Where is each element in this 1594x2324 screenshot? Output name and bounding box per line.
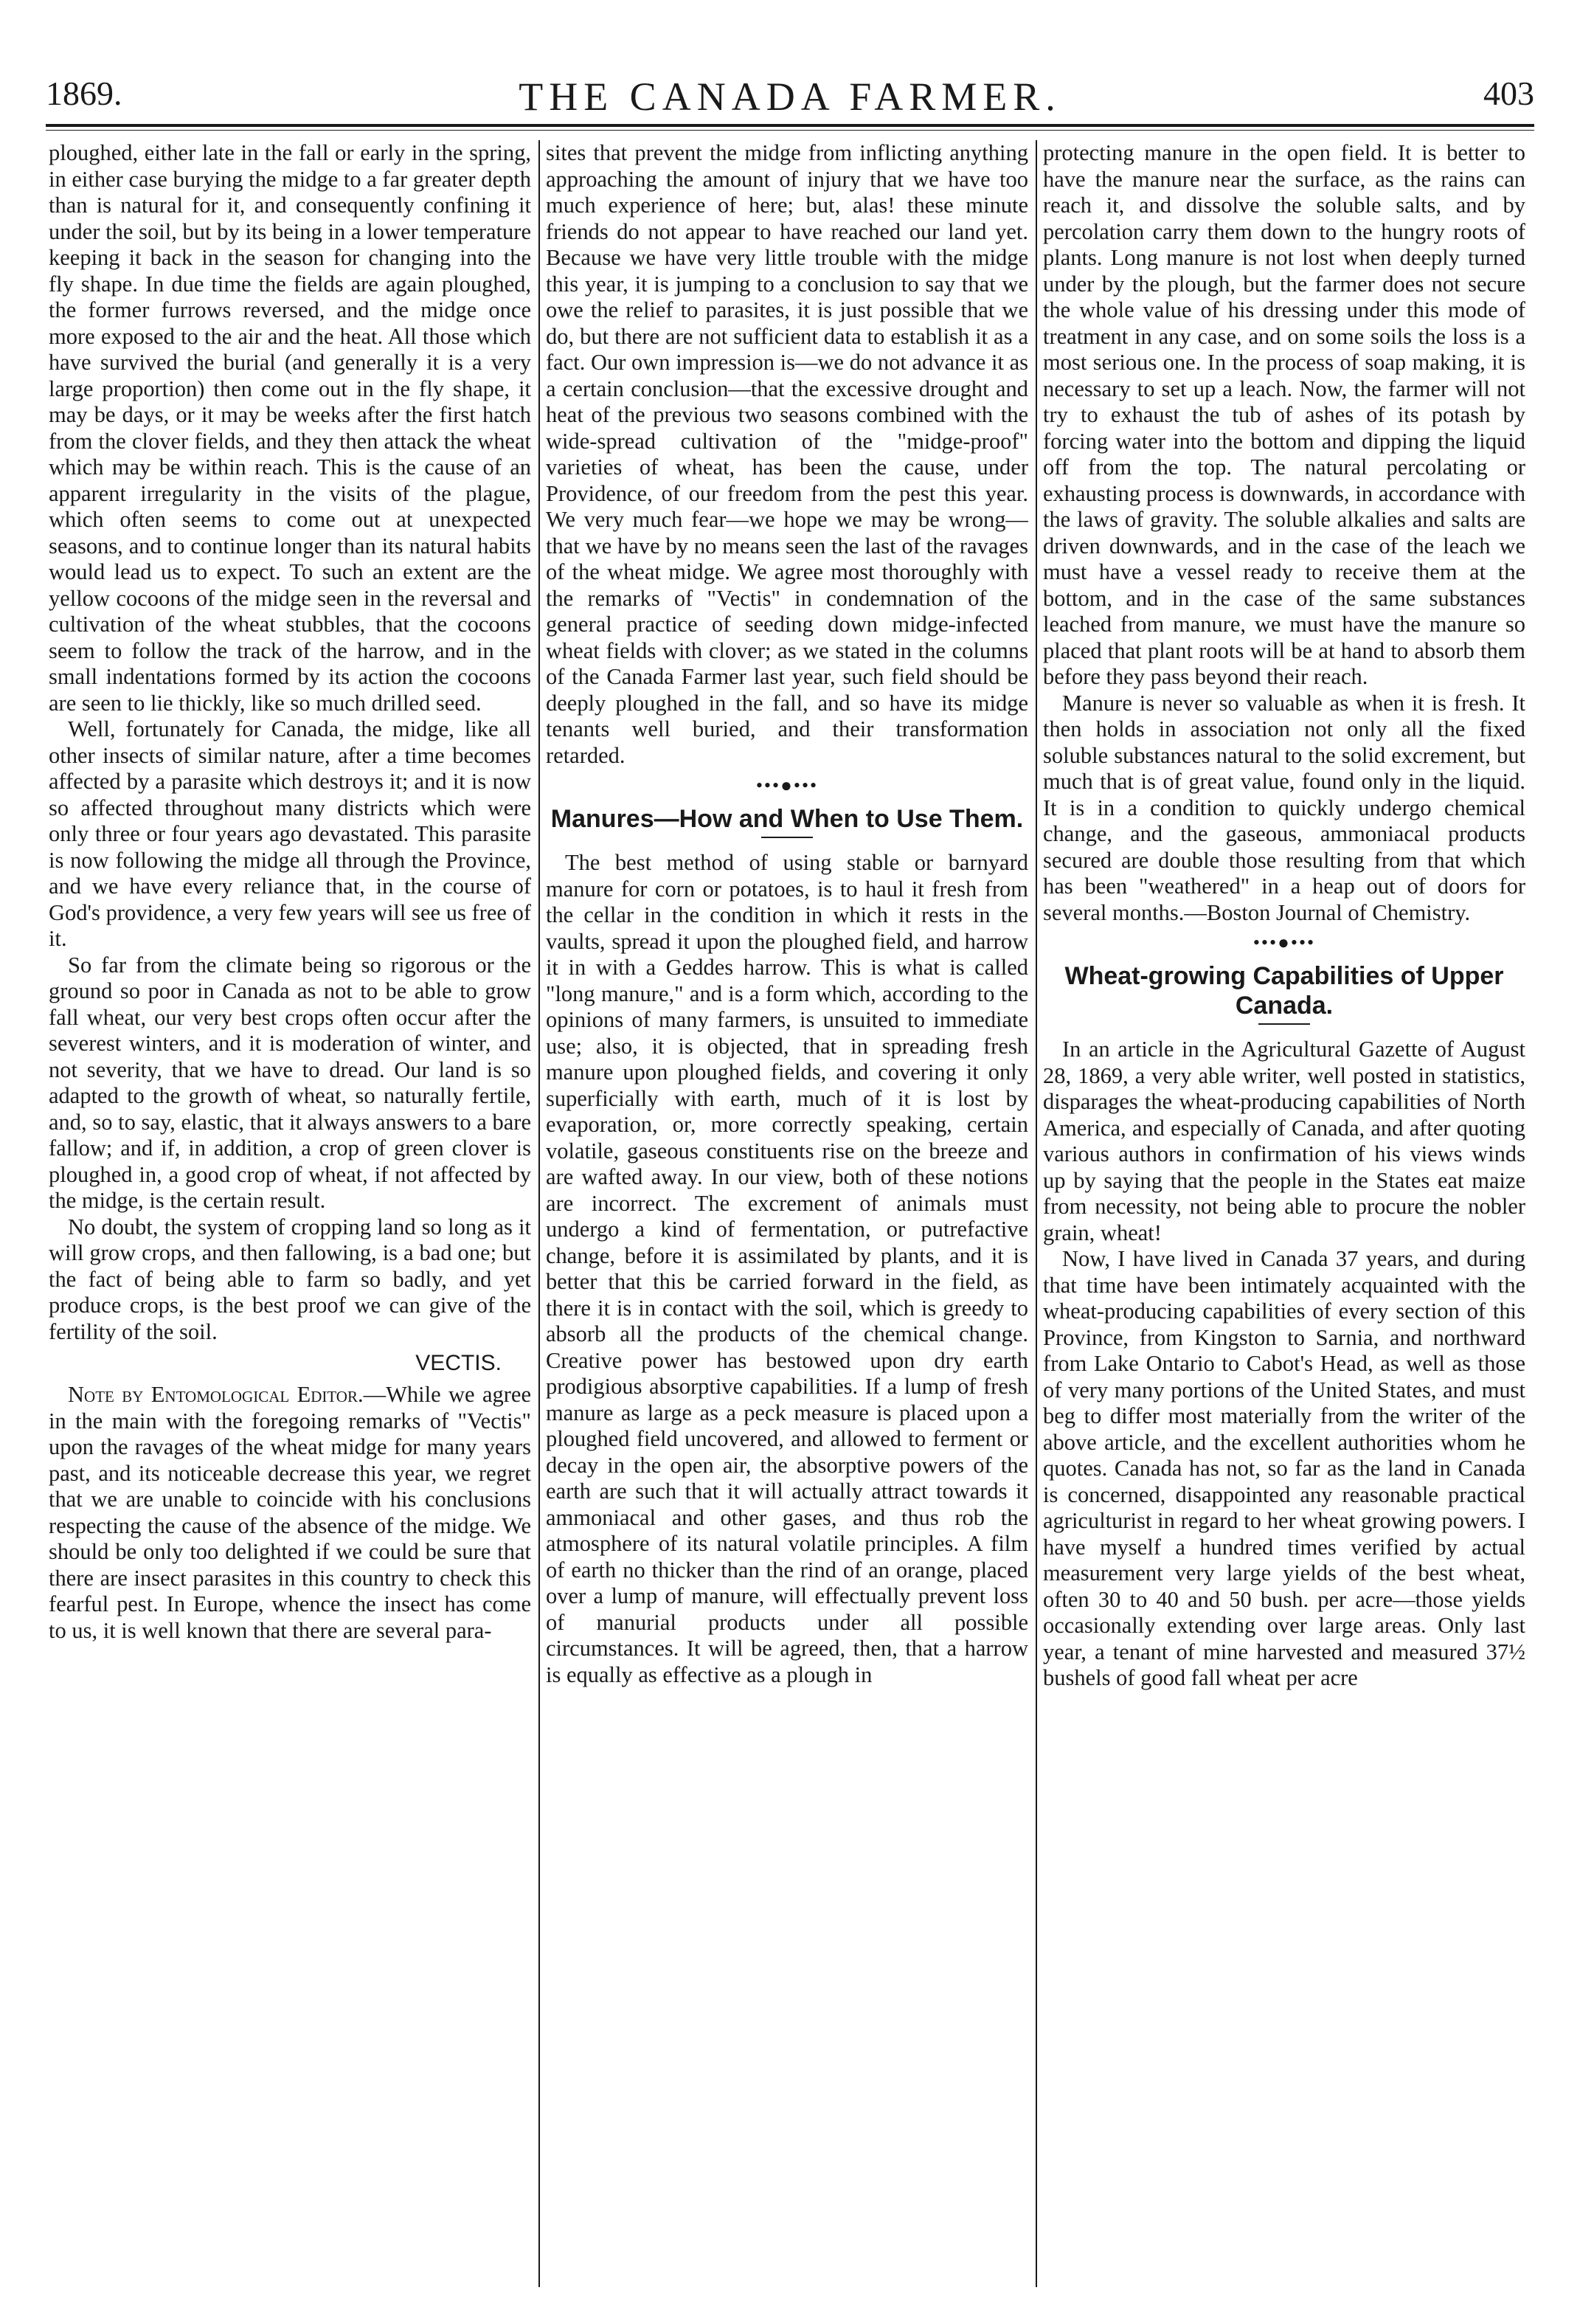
article-paragraph: ploughed, either late in the fall or early in the spring, in either case burying the midge to a far greater depth than is natural for it, and consequently confining it under the soil, but by its being in a lower temperature keeping it back in the season for changing into the fly shape. In due time the fields are again ploughed, the former furrows reversed, and the midge once more exposed to the air and the heat. All those which have survived the burial (and generally it is a very large proportion) then come out in the fly shape, it may be days, or it may be weeks after the first hatch from the clover fields, and they then attack the wheat which may be within reach. This is the cause of an apparent irregularity in the visits of the plague, which often seems to come out at unexpected seasons, and to continue longer than its natural habits would lead us to expect. To such an extent are the yellow cocoons of the midge seen in the reversal and cultivation of the wheat stubbles, that the cocoons seem to follow the track of the harrow, and in the small indentations formed by its action the cocoons are seen to lie thickly, like so much drilled seed. — [49, 140, 531, 716]
article-paragraph: Now, I have lived in Canada 37 years, and during that time have been intimately acquainted with the wheat-producing capabilities of every section of this Province, from Kingston to Sarnia, and northward from Lake Ontario to Cabot's Head, as well as those of very many portions of the United States, and must beg to differ most materially from the writer of the above article, and the excellent authorities whom he quotes. Canada has not, so far as the land in Canada is concerned, disappointed any reasonable practical agriculturist in regard to her wheat growing powers. I have myself a hundred times verified by actual measurement very large yields of the best wheat, often 30 to 40 and 50 bush. per acre—those yields occasionally extending over large areas. Only last year, a tenant of mine harvested and measured 37½ bushels of good fall wheat per acre — [1043, 1246, 1525, 1690]
column-3 — [1043, 140, 1525, 2280]
article-paragraph: protecting manure in the open field. It is better to have the manure near the surface, as the rains can reach it, and dissolve the soluble salts, and by percolation carry them down to the hungry roots of plants. Long manure is not lost when deeply turned under by the plough, but the farmer does not secure the whole value of his dressing under this mode of treatment in any case, and on some soils the loss is a most serious one. In the process of soap making, it is necessary to set up a leach. Now, the farmer will not try to exhaust the tub of ashes of its potash by forcing water into the bottom and dipping the liquid off from the top. The natural percolating or exhausting process is downwards, in accordance with the laws of gravity. The soluble alkalies and salts are driven downwards, and in the case of the leach we must have a vessel ready to receive them at the bottom, and in the case of the same substances leached from manure, we must have the manure so placed that plant roots will be at hand to absorb them before they pass beyond their reach. — [1043, 140, 1525, 689]
article-paragraph: Manure is never so valuable as when it is fresh. It then holds in association not only all the fixed soluble substances natural to the solid excrement, but much that is of great value, found only in the liquid. It is in a condition to quickly undergo chemical change, and the gaseous, ammoniacal products secured are double those resulting from that which has been "weathered" in a heap out of doors for several months.—Boston Journal of Chemistry. — [1043, 690, 1525, 925]
article-heading: Wheat-growing Capabilities of Upper Canada. — [1064, 962, 1504, 1020]
heading-rule — [1258, 1023, 1310, 1025]
header-rule — [46, 124, 1534, 127]
heading-rule — [761, 837, 813, 838]
article-paragraph: sites that prevent the midge from inflicting anything approaching the amount of injury that we have too much experience of here; but, alas! these minute friends do not appear to have reached our land yet. Because we have very little trouble with the midge this year, it is jumping to a conclusion to say that we owe the relief to parasites, it is just possible that we do, but there are not sufficient data to establish it as a fact. Our own impression is—we do not advance it as a certain conclusion—that the excessive drought and heat of the previous two seasons combined with the wide-spread cultivation of the "midge-proof" varieties of wheat, has been the cause, under Providence, of our freedom from the pest this year. We very much fear—we hope we may be wrong—that we have by no means seen the last of the ravages of the wheat midge. We agree most thoroughly with the remarks of "Vectis" in condemnation of the general practice of seeding down midge-infected wheat fields with clover; as we stated in the columns of the Canada Farmer last year, such field should be deeply ploughed in the fall, and so have its midge tenants well buried, and their transformation retarded. — [546, 140, 1028, 768]
header-title: THE CANADA FARMER. — [519, 75, 1061, 119]
article-paragraph: The best method of using stable or barnyard manure for corn or potatoes, is to haul it fresh from the cellar in the condition in which it rests in the vaults, spread it upon the ploughed field, and harrow it in with a Geddes harrow. This is what is called "long manure," and is a form which, according to the opinions of many farmers, is unsuited to immediate use; also, it is objected, that in spreading fresh manure upon ploughed fields, and covering it only superficially with earth, much of it is lost by evaporation, or, more correctly speaking, certain volatile, gaseous constituents rise on the breeze and are wafted away. In our view, both of these notions are incorrect. The excrement of animals must undergo a kind of fermentation, or putrefactive change, before it is assimilated by plants, and it is better that this be carried forward in the field, as there it is in contact with the soil, which is greedy to absorb all the products of the chemical change. Creative power has bestowed upon dry earth prodigious absorptive capabilities. If a lump of fresh manure as large as a peck measure is placed upon a ploughed field uncovered, and allowed to ferment or decay in the open air, the absorptive powers of the earth are such that it will actually attract towards it ammoniacal and other gases, and thus rob the atmosphere of its natural volatile principles. A film of earth no thicker than the rind of an orange, placed over a lump of manure, will effectually prevent loss of manurial products under all possible circumstances. It will be agreed, then, that a harrow is equally as effective as a plough in — [546, 850, 1028, 1687]
editor-note-text: —While we agree in the main with the foregoing remarks of "Vectis" upon the ravages of the wheat midge for many years past, and its noticeable decrease this year, we regret that we are unable to coincide with his conclusions respecting the cause of the absence of the midge. We should be only too delighted if we could be sure that there are insect parasites in this country to check this fearful pest. In Europe, whence the insect has come to us, it is well known that there are several para- — [49, 1382, 531, 1643]
header-rule-thin — [46, 130, 1534, 131]
section-ornament: •••●••• — [1252, 932, 1316, 953]
author-signature: VECTIS. — [415, 1351, 502, 1375]
editor-note — [49, 1382, 531, 1644]
article-paragraph: In an article in the Agricultural Gazette of August 28, 1869, a very able writer, well posted in statistics, disparages the wheat-producing capabilities of North America, and especially of Canada, and after quoting various authors in confirmation of his views winds up by saying that the people in the States eat maize from necessity, not being able to procure the nobler grain, wheat! — [1043, 1037, 1525, 1245]
column-divider-2 — [1036, 140, 1037, 2287]
editor-note-lead: Note by Entomological Editor. — [68, 1382, 364, 1407]
column-2 — [546, 140, 1028, 2280]
column-1 — [49, 140, 531, 2280]
header-year: 1869. — [46, 75, 122, 112]
section-ornament: •••●••• — [755, 775, 819, 796]
article-paragraph: No doubt, the system of cropping land so long as it will grow crops, and then fallowing, is a bad one; but the fact of being able to farm so badly, and yet produce crops, is the best proof we can give of the fertility of the soil. — [49, 1214, 531, 1344]
column-divider-1 — [538, 140, 540, 2287]
header-page-number: 403 — [1483, 75, 1534, 112]
article-paragraph: Well, fortunately for Canada, the midge, like all other insects of similar nature, after a time becomes affected by a parasite which destroys it; and it is now so affected throughout many districts which were only three or four years ago devastated. This parasite is now following the midge all through the Province, and we have every reliance that, in the course of God's providence, a very few years will see us free of it. — [49, 716, 531, 951]
article-heading: Manures—How and When to Use Them. — [550, 805, 1024, 833]
article-paragraph: So far from the climate being so rigorous or the ground so poor in Canada as not to be able to grow fall wheat, our very best crops often occur after the severest winters, and it is moderation of winter, and not severity, that we have to dread. Our land is so adapted to the growth of wheat, so naturally fertile, and, so to say, elastic, that it always answers to a bare fallow; and if, in addition, a crop of green clover is ploughed in, a good crop of wheat, if not affected by the midge, is the certain result. — [49, 952, 531, 1213]
